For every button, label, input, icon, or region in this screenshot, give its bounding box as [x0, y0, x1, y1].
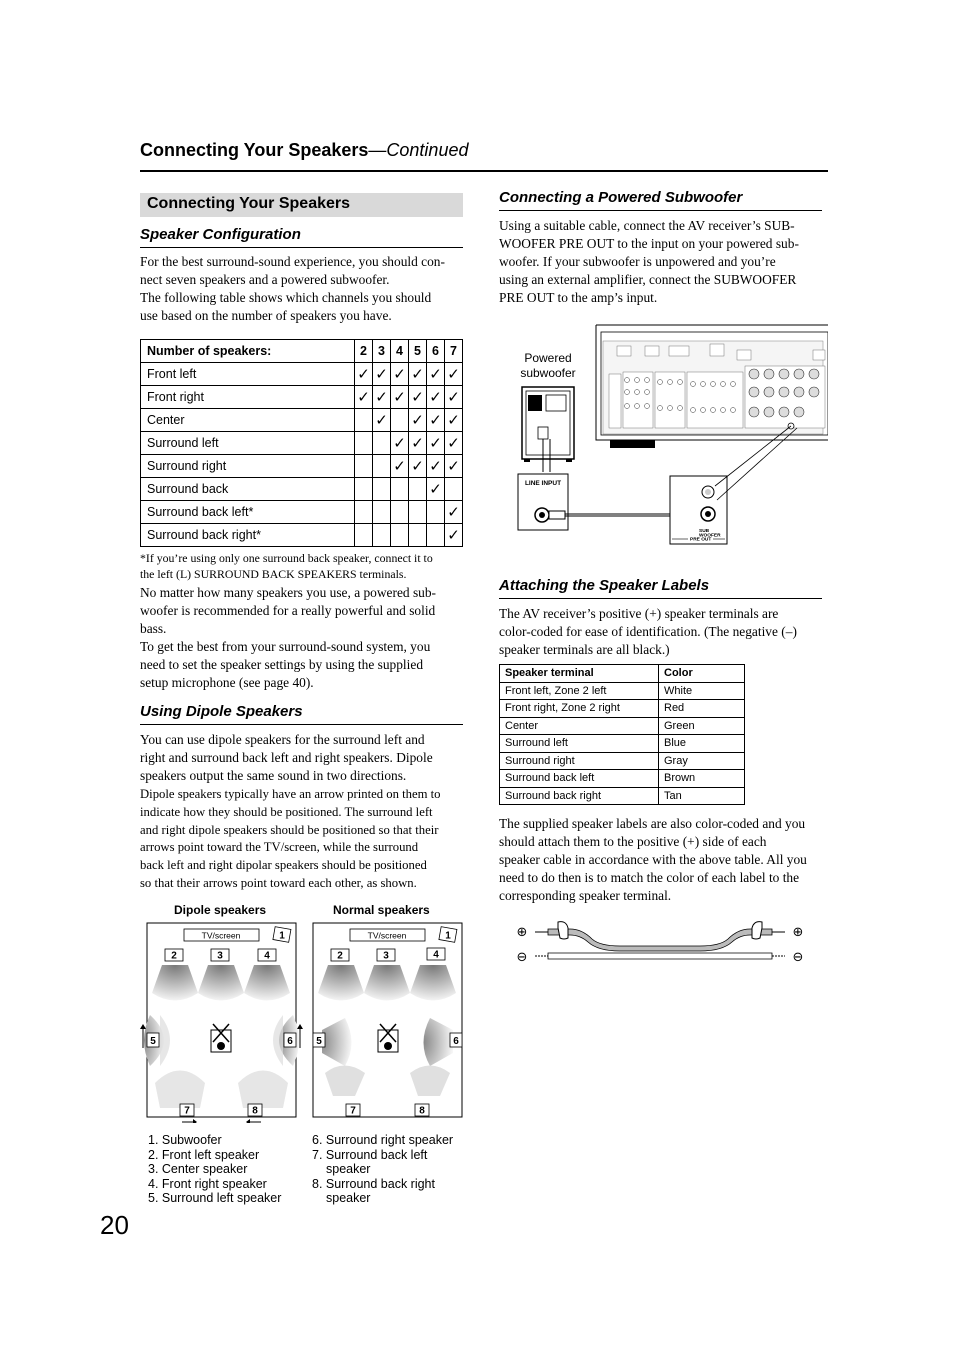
speaker-number: 1	[279, 930, 285, 942]
row-label: Front right	[141, 386, 355, 409]
row-label: Surround back left*	[141, 501, 355, 524]
speaker-number: 6	[287, 1036, 293, 1047]
check-icon: ✓	[355, 386, 373, 409]
table-row	[141, 501, 463, 524]
empty-cell	[391, 524, 409, 547]
speaker-number: 5	[150, 1036, 156, 1047]
dipole-line: arrows point toward the TV/screen, while the surround	[140, 840, 419, 855]
terminal-cell: Surround right	[500, 752, 659, 770]
dipole-text-a	[140, 731, 470, 785]
empty-cell	[373, 478, 391, 501]
page-header	[140, 140, 828, 172]
check-icon: ✓	[355, 363, 373, 386]
section-title-bar	[140, 193, 463, 217]
table-row	[141, 524, 463, 547]
labels-heading: Attaching the Speaker Labels	[499, 577, 822, 599]
empty-cell	[409, 478, 427, 501]
speaker-count-table	[140, 339, 463, 547]
terminal-cell: Surround left	[500, 735, 659, 753]
dipole-heading: Using Dipole Speakers	[140, 703, 463, 725]
minus-icon: ⊖	[516, 950, 528, 965]
labels-outro-line: need to do then is to match the color of each label to the	[499, 870, 800, 885]
subwoofer-line: woofer. If your subwoofer is unpowered and you’re	[499, 254, 776, 269]
legend-item: speaker	[326, 1191, 371, 1206]
row-label: Center	[141, 409, 355, 432]
dipole-line: back left and right dipolar speakers should be positioned	[140, 858, 427, 873]
speaker-number: 5	[316, 1036, 322, 1047]
intro-line: The following table shows which channels you should	[140, 290, 432, 305]
speaker-number: 2	[337, 950, 343, 962]
table-row	[141, 478, 463, 501]
row-label: Surround back	[141, 478, 355, 501]
speaker-number: 3	[217, 950, 223, 962]
check-icon: ✓	[373, 363, 391, 386]
labels-intro	[499, 605, 829, 659]
plus-icon: ⊕	[516, 925, 528, 940]
color-cell: Red	[659, 700, 745, 718]
labels-outro-line: should attach them to the positive (+) side of each	[499, 834, 767, 849]
terminal-cell: Surround back right	[500, 787, 659, 805]
check-icon: ✓	[409, 432, 427, 455]
header-cell: 3	[373, 340, 391, 363]
header-cell: 6	[427, 340, 445, 363]
subwoofer-heading: Connecting a Powered Subwoofer	[499, 189, 822, 211]
subwoofer-line: Using a suitable cable, connect the AV receiver’s SUB-	[499, 218, 795, 233]
header-cell: 5	[409, 340, 427, 363]
legend-item: 1. Subwoofer	[148, 1133, 222, 1147]
empty-cell	[427, 524, 445, 547]
table-row	[500, 752, 745, 770]
empty-cell	[373, 524, 391, 547]
check-icon: ✓	[445, 432, 463, 455]
labels-outro	[499, 815, 829, 905]
legend-right	[312, 1133, 472, 1206]
header-cell: 2	[355, 340, 373, 363]
terminal-color-table	[499, 664, 745, 805]
legend-item: 7. Surround back left	[312, 1147, 428, 1162]
sub-out-panel	[670, 476, 727, 544]
check-icon: ✓	[427, 432, 445, 455]
check-icon: ✓	[445, 524, 463, 547]
legend-item: 6. Surround right speaker	[312, 1133, 454, 1147]
empty-cell	[355, 501, 373, 524]
subwoofer-text	[499, 217, 829, 307]
table-row	[500, 682, 745, 700]
page-title: Connecting Your Speakers	[140, 140, 369, 160]
table-row	[141, 386, 463, 409]
line-input-panel	[518, 474, 568, 530]
speaker-number: 4	[433, 949, 439, 961]
header-cell: Speaker terminal	[500, 665, 659, 683]
subwoofer-line: WOOFER PRE OUT to the input on your powered sub-	[499, 236, 799, 251]
para-line: need to set the speaker settings by using the supplied	[140, 657, 424, 672]
check-icon: ✓	[445, 363, 463, 386]
color-cell: Gray	[659, 752, 745, 770]
check-icon: ✓	[391, 455, 409, 478]
empty-cell	[427, 501, 445, 524]
powered-label: Powered	[524, 351, 572, 365]
dipole-line: indicate how they should be positioned. The surround left	[140, 804, 433, 819]
subwoofer-connection-diagram	[505, 322, 828, 548]
empty-cell	[355, 432, 373, 455]
labels-outro-line: corresponding speaker terminal.	[499, 888, 672, 903]
table-footnote	[140, 551, 470, 582]
speaker-number: 2	[171, 950, 177, 962]
color-cell: Green	[659, 717, 745, 735]
speaker-number: 8	[419, 1105, 425, 1117]
legend-left	[148, 1133, 308, 1206]
speaker-number: 3	[383, 950, 389, 962]
subwoofer-line: using an external amplifier, connect the SUBWOOFER	[499, 272, 797, 287]
speaker-cable-illustration	[510, 914, 810, 969]
subwoofer-icon	[522, 387, 574, 472]
check-icon: ✓	[373, 386, 391, 409]
subwoofer-line: PRE OUT to the amp’s input.	[499, 290, 658, 305]
table-row	[500, 735, 745, 753]
color-cell: Blue	[659, 735, 745, 753]
empty-cell	[445, 478, 463, 501]
check-icon: ✓	[427, 363, 445, 386]
check-icon: ✓	[373, 409, 391, 432]
tv-screen-label: TV/screen	[201, 930, 241, 941]
header-cell: 7	[445, 340, 463, 363]
subwoofer-label: subwoofer	[520, 366, 576, 380]
labels-intro-line: color-coded for ease of identification. (The negative (–)	[499, 624, 797, 639]
row-label: Surround left	[141, 432, 355, 455]
table-header-row	[141, 340, 463, 363]
empty-cell	[355, 455, 373, 478]
row-label: Surround right	[141, 455, 355, 478]
speaker-number: 6	[453, 1036, 459, 1047]
row-label: Front left	[141, 363, 355, 386]
speaker-placement-diagram	[140, 898, 470, 1123]
continued-label: —Continued	[368, 140, 469, 160]
table-row	[500, 717, 745, 735]
empty-cell	[409, 501, 427, 524]
color-cell: White	[659, 682, 745, 700]
intro-line: For the best surround-sound experience, you should con-	[140, 254, 445, 269]
intro-line: nect seven speakers and a powered subwoofer.	[140, 272, 390, 287]
dipole-line: so that their arrows point toward each other, as shown.	[140, 875, 417, 890]
pre-out-label: PRE OUT	[690, 537, 712, 543]
legend-item: 2. Front left speaker	[148, 1147, 260, 1162]
empty-cell	[373, 501, 391, 524]
table-row	[141, 455, 463, 478]
table-row	[500, 770, 745, 788]
empty-cell	[391, 409, 409, 432]
header-cell: 4	[391, 340, 409, 363]
check-icon: ✓	[409, 409, 427, 432]
speaker-number: 7	[184, 1105, 190, 1117]
labels-outro-line: speaker cable in accordance with the above table. All you	[499, 852, 807, 867]
dipole-line: speakers output the same sound in two directions.	[140, 768, 407, 783]
dipole-text-b	[140, 786, 470, 893]
tv-screen-label: TV/screen	[367, 930, 407, 941]
check-icon: ✓	[409, 455, 427, 478]
empty-cell	[355, 409, 373, 432]
table-row	[141, 432, 463, 455]
terminal-cell: Center	[500, 717, 659, 735]
empty-cell	[373, 432, 391, 455]
labels-outro-line: The supplied speaker labels are also color-coded and you	[499, 816, 806, 831]
empty-cell	[391, 501, 409, 524]
color-cell: Brown	[659, 770, 745, 788]
empty-cell	[355, 524, 373, 547]
para-line: woofer is recommended for a really powerful and solid	[140, 603, 436, 618]
legend-item: speaker	[326, 1162, 371, 1177]
legend-item: 3. Center speaker	[148, 1162, 248, 1177]
row-label: Surround back right*	[141, 524, 355, 547]
check-icon: ✓	[391, 386, 409, 409]
normal-room	[313, 923, 462, 1117]
receiver-rear-panel	[596, 325, 828, 448]
check-icon: ✓	[409, 363, 427, 386]
minus-icon: ⊖	[792, 950, 804, 965]
speaker-config-intro	[140, 253, 470, 325]
plus-icon: ⊕	[792, 925, 804, 940]
speaker-number: 1	[445, 930, 451, 942]
section-title: Connecting Your Speakers	[147, 195, 351, 212]
line-input-label: LINE INPUT	[524, 480, 562, 487]
para-line: bass.	[140, 621, 167, 636]
footnote-line: *If you’re using only one surround back speaker, connect it to	[140, 551, 433, 565]
empty-cell	[373, 455, 391, 478]
labels-intro-line: The AV receiver’s positive (+) speaker terminals are	[499, 606, 779, 621]
table-row	[500, 787, 745, 805]
color-cell: Tan	[659, 787, 745, 805]
dipole-room	[140, 923, 303, 1123]
legend-item: 8. Surround back right	[312, 1176, 435, 1191]
table-row	[141, 363, 463, 386]
sub-label: SUB	[699, 529, 710, 534]
normal-diagram-title: Normal speakers	[333, 903, 430, 917]
labels-intro-line: speaker terminals are all black.)	[499, 642, 670, 657]
check-icon: ✓	[391, 363, 409, 386]
terminal-cell: Surround back left	[500, 770, 659, 788]
para-line: To get the best from your surround-sound system, you	[140, 639, 431, 654]
check-icon: ✓	[409, 386, 427, 409]
dipole-line: Dipole speakers typically have an arrow printed on them to	[140, 787, 441, 801]
woofer-label: WOOFER	[699, 533, 721, 539]
empty-cell	[355, 478, 373, 501]
subwoofer-recommendation	[140, 584, 470, 692]
terminal-cell: Front right, Zone 2 right	[500, 700, 659, 718]
dipole-diagram-title: Dipole speakers	[174, 903, 267, 917]
empty-cell	[391, 478, 409, 501]
para-line: No matter how many speakers you use, a powered sub-	[140, 585, 436, 600]
intro-line: use based on the number of speakers you have.	[140, 308, 392, 323]
table-header-row	[500, 665, 745, 683]
check-icon: ✓	[427, 409, 445, 432]
table-row	[500, 700, 745, 718]
footnote-line: the left (L) SURROUND BACK SPEAKERS terminals.	[140, 566, 407, 581]
check-icon: ✓	[427, 455, 445, 478]
empty-cell	[409, 524, 427, 547]
speaker-config-heading: Speaker Configuration	[140, 226, 463, 248]
legend-item: 4. Front right speaker	[148, 1176, 267, 1191]
check-icon: ✓	[445, 386, 463, 409]
speaker-number: 4	[264, 950, 270, 962]
check-icon: ✓	[391, 432, 409, 455]
dipole-line: and right dipole speakers should be positioned so that their	[140, 822, 439, 837]
para-line: setup microphone (see page 40).	[140, 675, 314, 690]
speaker-number: 7	[350, 1105, 356, 1117]
table-row	[141, 409, 463, 432]
speaker-number: 8	[252, 1105, 258, 1117]
page-number: 20	[100, 1210, 129, 1240]
header-cell: Color	[659, 665, 745, 683]
check-icon: ✓	[445, 455, 463, 478]
check-icon: ✓	[427, 386, 445, 409]
check-icon: ✓	[445, 409, 463, 432]
dipole-line: right and surround back left and right speakers. Dipole	[140, 750, 433, 765]
legend-item: 5. Surround left speaker	[148, 1191, 282, 1206]
check-icon: ✓	[427, 478, 445, 501]
terminal-cell: Front left, Zone 2 left	[500, 682, 659, 700]
check-icon: ✓	[445, 501, 463, 524]
dipole-line: You can use dipole speakers for the surround left and	[140, 732, 425, 747]
header-cell: Number of speakers:	[141, 340, 355, 363]
